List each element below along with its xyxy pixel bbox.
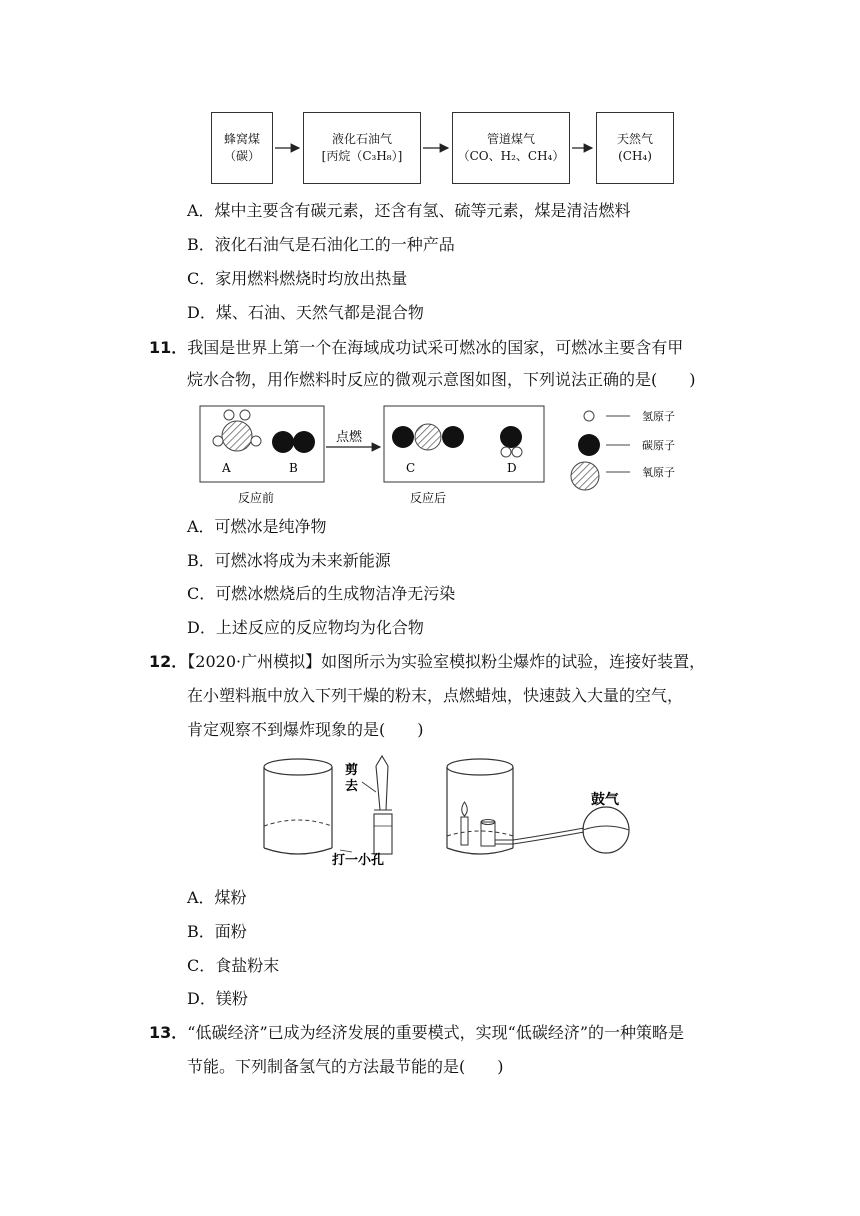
q10-option-c: C．家用燃料燃烧时均放出热量 [187, 269, 408, 288]
flow-box-piped-gas-formula: （CO、H₂、CH₄） [457, 149, 565, 163]
legend-oxygen-icon [571, 462, 599, 490]
flow-box-natural-gas-formula: (CH₄) [618, 149, 652, 163]
q12-dust-explosion-apparatus [0, 752, 860, 877]
q13-stem-line1 [149, 1022, 684, 1044]
legend-hydrogen-icon [584, 411, 594, 421]
q11-stem-line1 [149, 337, 683, 359]
after-caption: 反应后 [410, 491, 447, 505]
small-bottle [374, 756, 392, 854]
q11-option-b: B．可燃冰将成为未来新能源 [187, 551, 391, 570]
q12-option-d: D．镁粉 [187, 989, 248, 1008]
flow-box-coal-name: 蜂窝煤 [223, 132, 260, 146]
q13-number: 13． [149, 1023, 188, 1042]
q13-stem-line2: 节能。下列制备氢气的方法最节能的是( ) [187, 1057, 504, 1076]
flow-box-coal-formula: （碳） [223, 149, 260, 163]
q12-option-c: C．食盐粉末 [187, 956, 280, 975]
fuel-flow-diagram [0, 0, 860, 200]
q12-option-b: B．面粉 [187, 922, 247, 941]
q11-option-d: D．上述反应的反应物均为化合物 [187, 618, 424, 637]
candle-icon [461, 802, 468, 845]
legend-carbon-label: 碳原子 [642, 439, 675, 452]
q12-option-a: A．煤粉 [187, 888, 247, 907]
q12-stem-line1 [149, 651, 705, 673]
large-plastic-bottle [264, 759, 332, 854]
q10-option-d: D．煤、石油、天然气都是混合物 [187, 303, 424, 322]
q12-stem-line2: 在小塑料瓶中放入下列干燥的粉末，点燃蜡烛，快速鼓入大量的空气， [187, 686, 684, 705]
q12-text-1: 【2020·广州模拟】如图所示为实验室模拟粉尘爆炸的试验，连接好装置， [187, 652, 706, 671]
reaction-condition-label: 点燃 [336, 430, 363, 445]
flow-box-piped-gas-name: 管道煤气 [486, 132, 535, 146]
legend-oxygen-label: 氧原子 [642, 466, 675, 479]
q11-number: 11． [149, 338, 188, 357]
molecule-c [392, 424, 464, 450]
q11-reaction-diagram [0, 395, 860, 513]
q11-option-a: A．可燃冰是纯净物 [187, 517, 327, 536]
q13-text-1: “低碳经济”已成为经济发展的重要模式，实现“低碳经济”的一种策略是 [187, 1023, 685, 1042]
flow-box-lpg-formula: [丙烷（C₃H₈）] [321, 149, 403, 163]
q12-number: 12． [149, 652, 188, 671]
legend-hydrogen-label: 氢原子 [642, 410, 675, 423]
before-caption: 反应前 [238, 491, 275, 505]
flow-box-lpg-name: 液化石油气 [331, 132, 392, 146]
molecule-c-label: C [406, 461, 416, 475]
powder-bottle [481, 820, 495, 847]
flow-box-natural-gas-name: 天然气 [616, 132, 653, 146]
blow-label: 鼓气 [591, 792, 619, 808]
q11-text-1: 我国是世界上第一个在海域成功试采可燃冰的国家，可燃冰主要含有甲 [187, 338, 684, 357]
molecule-d [500, 426, 522, 457]
q11-stem-line2: 烷水合物，用作燃料时反应的微观示意图如图，下列说法正确的是( ) [187, 370, 696, 389]
air-bulb [583, 807, 629, 853]
q10-option-a: A．煤中主要含有碳元素，还含有氢、硫等元素，煤是清洁燃料 [187, 201, 631, 220]
q12-stem-line3: 肯定观察不到爆炸现象的是( ) [187, 720, 424, 739]
legend-carbon-icon [578, 434, 600, 456]
q10-option-b: B．液化石油气是石油化工的一种产品 [187, 235, 455, 254]
atom-legend [571, 409, 675, 490]
flow-arrows [0, 0, 860, 200]
cut-label-1: 剪 [345, 763, 359, 778]
molecule-b-label: B [289, 461, 298, 475]
cut-label-2: 去 [345, 779, 359, 794]
q11-option-c: C．可燃冰燃烧后的生成物洁净无污染 [187, 584, 456, 603]
air-tube [495, 828, 584, 844]
molecule-d-label: D [507, 461, 517, 475]
molecule-a-label: A [222, 461, 231, 475]
hole-label: 打一小孔 [332, 853, 385, 868]
